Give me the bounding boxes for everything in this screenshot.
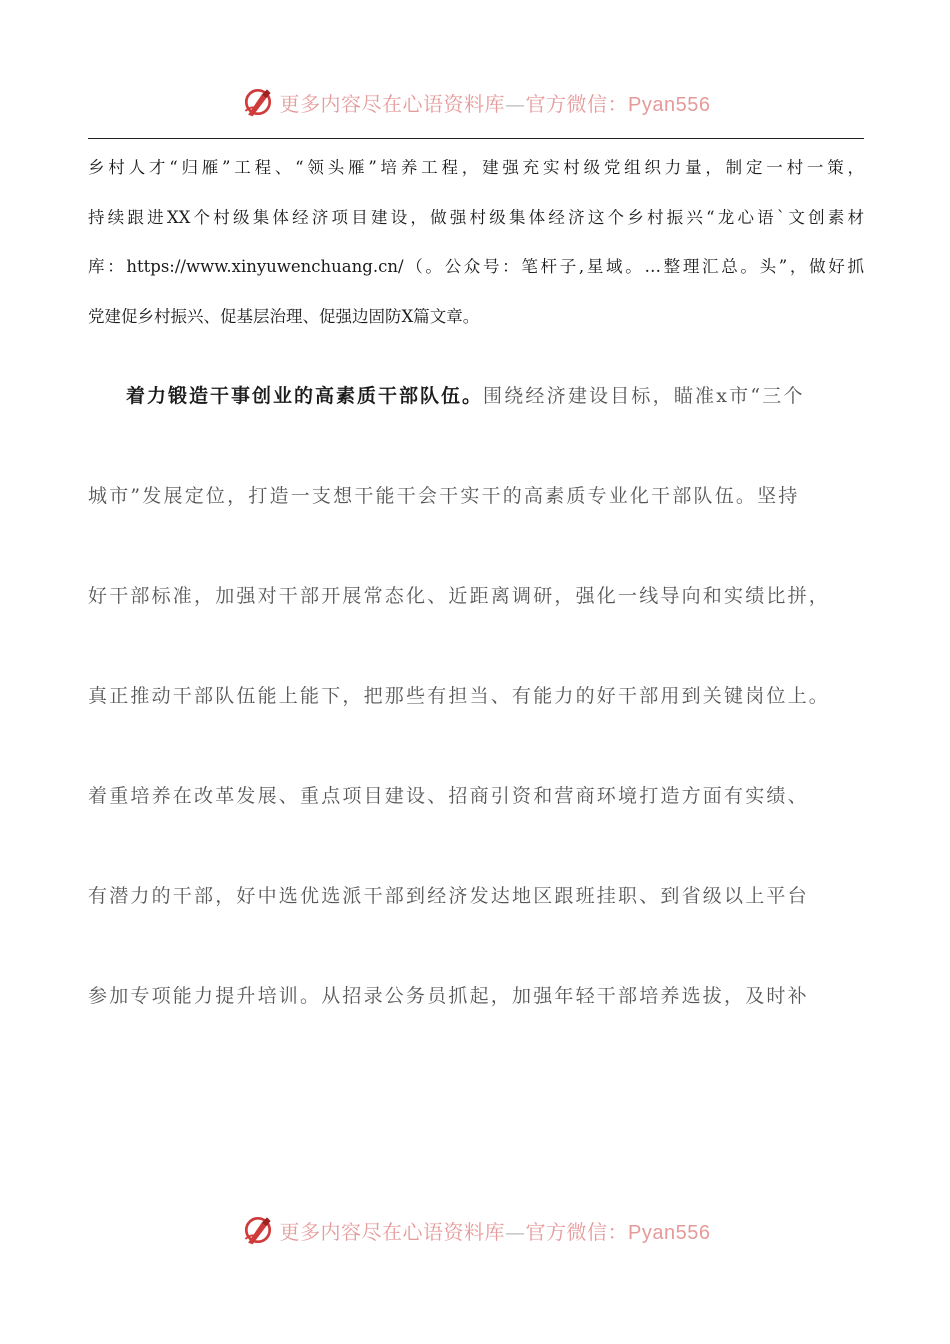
paragraph-line: 党建促乡村振兴、促基层治理、促强边固防X篇文章。 bbox=[88, 306, 480, 326]
paragraph-continuation bbox=[88, 143, 864, 341]
paragraph-line bbox=[88, 346, 878, 446]
paragraph-line: 真正推动干部队伍能上能下，把那些有担当、有能力的好干部用到关键岗位上。 bbox=[88, 685, 831, 707]
header-banner-wechat-id: Pyan556 bbox=[628, 93, 711, 116]
header-banner-title: 更多内容尽在心语资料库 bbox=[279, 91, 506, 116]
paragraph-line: 参加专项能力提升培训。从招录公务员抓起，加强年轻干部培养选拔，及时补 bbox=[88, 985, 809, 1007]
paragraph-line: 乡村人才“归雁”工程、“领头雁”培养工程，建强充实村级党组织力量，制定一村一策， bbox=[88, 158, 864, 177]
paragraph-line: 城市”发展定位，打造一支想干能干会干实干的高素质专业化干部队伍。坚持 bbox=[88, 485, 800, 507]
paragraph-line: 好干部标准，加强对干部开展常态化、近距离调研，强化一线导向和实绩比拼， bbox=[88, 585, 831, 607]
paragraph-cadre-team bbox=[88, 346, 878, 1046]
header-banner bbox=[0, 82, 950, 122]
footer-banner-content bbox=[240, 1212, 711, 1248]
footer-banner bbox=[0, 1210, 950, 1250]
footer-banner-text bbox=[280, 1216, 711, 1245]
footer-banner-label: 官方微信： bbox=[525, 1219, 629, 1244]
paragraph-line-text: 围绕经济建设目标，瞄准x市“三个 bbox=[483, 385, 805, 407]
pen-nib-logo-icon bbox=[240, 84, 276, 120]
footer-banner-wechat-id: Pyan556 bbox=[628, 1221, 711, 1244]
paragraph-line: 库：https://www.xinyuwenchuang.cn/（。公众号：笔杆子,星域。…整理汇总。头”，做好抓 bbox=[88, 257, 864, 276]
paragraph-line: 有潜力的干部，好中选优选派干部到经济发达地区跟班挂职、到省级以上平台 bbox=[88, 885, 809, 907]
paragraph-line: 持续跟进XX个村级集体经济项目建设，做强村级集体经济这个乡村振兴“龙心语`文创素材 bbox=[88, 207, 864, 227]
paragraph-line: 着重培养在改革发展、重点项目建设、招商引资和营商环境打造方面有实绩、 bbox=[88, 785, 809, 807]
paragraph-lead-sentence: 着力锻造干事创业的高素质干部队伍。 bbox=[126, 385, 484, 407]
footer-banner-title: 更多内容尽在心语资料库 bbox=[279, 1219, 506, 1244]
header-divider bbox=[88, 138, 864, 139]
header-banner-text bbox=[280, 88, 711, 117]
header-banner-label: 官方微信： bbox=[525, 91, 629, 116]
header-banner-content bbox=[240, 84, 711, 120]
pen-nib-logo-icon bbox=[240, 1212, 276, 1248]
header-banner-dash: — bbox=[505, 91, 526, 116]
footer-banner-dash: — bbox=[505, 1219, 526, 1244]
